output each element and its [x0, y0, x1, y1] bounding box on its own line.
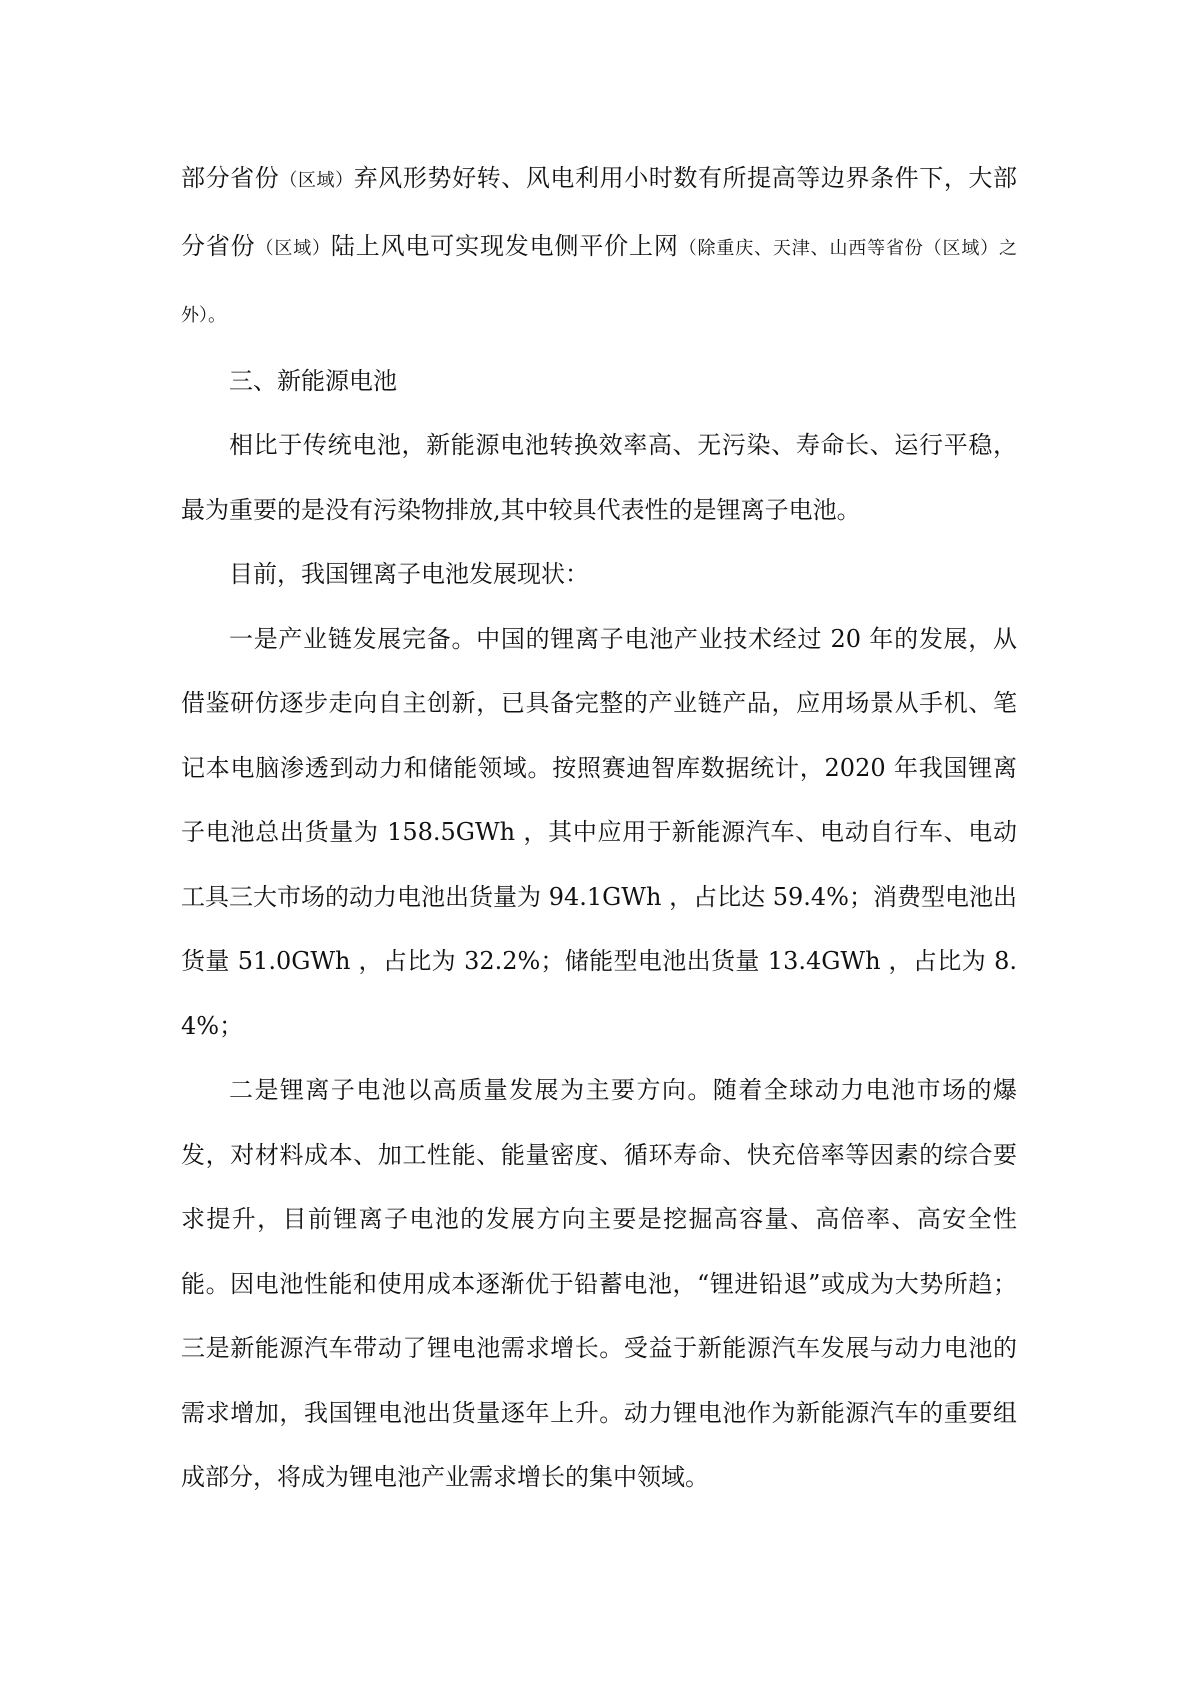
paragraph-status-intro: 目前，我国锂离子电池发展现状：: [229, 560, 589, 588]
document-body: [181, 146, 1017, 1510]
intro-text-2: 弃风形势好转、风电利用小时数有所提高等边界条件下，大部分省份: [181, 164, 1018, 260]
intro-text-3: 陆上风电可实现发电侧平价上网: [330, 231, 679, 260]
paragraph-battery-advantages: 相比于传统电池，新能源电池转换效率高、无污染、寿命长、运行平稳，最为重要的是没有污染物排放,其中较具代表性的是锂离子电池。: [181, 431, 1017, 524]
intro-note-region-2: （区域）: [255, 237, 331, 259]
intro-note-region-1: （区域）: [279, 170, 354, 191]
intro-note-exceptions: （除重庆、天津、山西等省份（区域）之外）。: [181, 237, 1018, 326]
paragraph-quality-development: 二是锂离子电池以高质量发展为主要方向。随着全球动力电池市场的爆发，对材料成本、加工性能、能量密度、循环寿命、快充倍率等因素的综合要求提升，目前锂离子电池的发展方向主要是挖掘高容量、高倍率、高安全性能。因电池性能和使用成本逐渐优于铅蓄电池，“锂进铅退”或成为大势所趋；三是新能源汽车带动了锂电池需求增长。受益于新能源汽车发展与动力电池的需求增加，我国锂电池出货量逐年上升。动力锂电池作为新能源汽车的重要组成部分，将成为锂电池产业需求增长的集中领域。: [181, 1076, 1017, 1491]
intro-text-1: 部分省份: [181, 164, 280, 192]
paragraph-industry-chain: 一是产业链发展完备。中国的锂离子电池产业技术经过 20 年的发展，从借鉴研仿逐步走向自主创新，已具备完整的产业链产品，应用场景从手机、笔记本电脑渗透到动力和储能领域。按照赛迪智库数据统计，2020 年我国锂离子电池总出货量为 158.5GWh ，其中应用于新能源汽车、电动自行车、电动工具三大市场的动力电池出货量为 94.1GWh ，占比达 59.4%；消费型电池出货量 51.0GWh ，占比为 32.2%；储能型电池出货量 13.4GWh ，占比为 8.4%；: [181, 624, 1017, 1040]
section-heading: 三、新能源电池: [229, 366, 397, 395]
intro-paragraph: [181, 146, 1017, 349]
